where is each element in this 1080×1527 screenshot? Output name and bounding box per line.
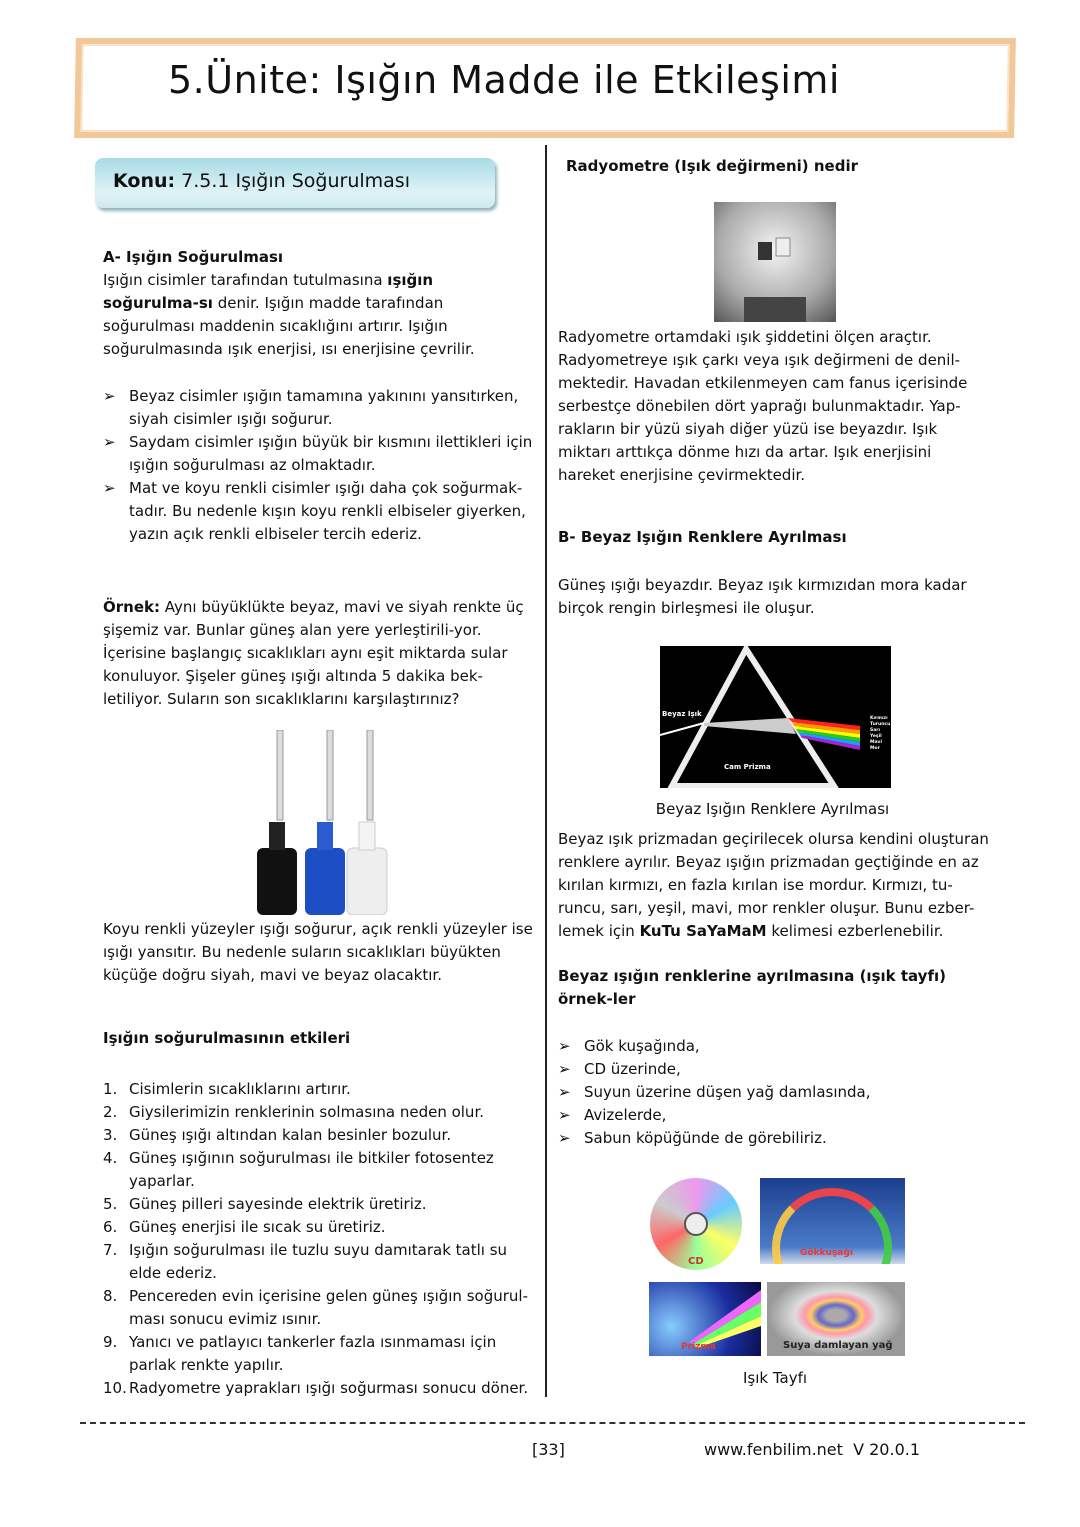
cd-image	[650, 1178, 742, 1270]
list-item	[103, 1124, 533, 1147]
radiometer-image	[714, 202, 836, 322]
item-text: Işığın soğurulması ile tuzlu suyu damıtarak tatlı su elde ederiz.	[129, 1241, 508, 1282]
list-item	[103, 1078, 533, 1101]
list-item: ➢ CD üzerinde,	[558, 1058, 988, 1081]
example	[103, 596, 531, 711]
topic-label: Konu:	[113, 170, 176, 192]
effects	[103, 1027, 533, 1400]
footer-divider	[80, 1422, 1025, 1424]
item-text: Güneş ışığı altından kalan besinler bozulur.	[129, 1126, 452, 1144]
item-text: Radyometre yaprakları ışığı soğurması sonucu döner.	[129, 1379, 529, 1397]
item-number: 9.	[103, 1333, 118, 1351]
spectrum-heading: Beyaz ışığın renklerine ayrılmasına (ışık tayfı) örnek-ler	[558, 967, 946, 1008]
section-a	[103, 246, 533, 546]
item-number: 4.	[103, 1149, 118, 1167]
color-label: Kırmızı	[870, 716, 888, 721]
effects-list	[103, 1078, 533, 1400]
section-a-bullets	[103, 385, 533, 546]
list-item	[103, 1331, 533, 1377]
list-item: ➢ Saydam cisimler ışığın büyük bir kısmını ilettikleri için ışığın soğurulması az olmaktadır.	[103, 431, 533, 477]
example-text: Aynı büyüklükte beyaz, mavi ve siyah renkte üç şişemiz var. Bunlar güneş alan yere yerleştirili-yor. İçerisine başlangıç sıcaklıkları aynı eşit miktarda sular konuluyor. Şişeler güneş ışığı altında 5 dakika bek-letiliyor. Suların son sıcaklıklarını karşılaştırınız?	[103, 598, 524, 708]
site-version: www.fenbilim.net V 20.0.1	[704, 1440, 921, 1459]
item-text: Güneş ışığının soğurulması ile bitkiler fotosentez yaparlar.	[129, 1149, 494, 1190]
mnemonic: KuTu SaYaMaM	[639, 922, 767, 940]
text: Beyaz ışık prizmadan geçirilecek olursa kendini oluşturan renklere ayrılır. Beyaz ışığın prizmadan geçtiğinde en az kırılan kırmızı, en fazla kırılan ise mordur. Kırmızı, tu-runcu, sarı, yeşil, mavi, mor renkler oluşur. Bunu ezber-lemek için	[558, 830, 989, 940]
item-text: Güneş pilleri sayesinde elektrik üretiriz.	[129, 1195, 427, 1213]
prism-photo-label: Prizma	[681, 1342, 716, 1352]
color-label: Mavi	[870, 740, 882, 745]
item-number: 2.	[103, 1103, 118, 1121]
item-number: 6.	[103, 1218, 118, 1236]
item-number: 5.	[103, 1195, 118, 1213]
page-title: 5.Ünite: Işığın Madde ile Etkileşimi	[168, 58, 840, 102]
list-item	[103, 1101, 533, 1124]
prism-image	[660, 646, 891, 788]
bottles-image	[255, 730, 395, 915]
example-label: Örnek:	[103, 598, 160, 616]
prism-caption: Beyaz Işığın Renklere Ayrılması	[655, 800, 890, 818]
section-b-heading: B- Beyaz Işığın Renklere Ayrılması	[558, 528, 847, 546]
rainbow-label: Gökkuşağı	[800, 1248, 853, 1258]
color-label: Sarı	[870, 728, 881, 733]
prism-photo	[649, 1282, 761, 1356]
item-text: Cisimlerin sıcaklıklarını artırır.	[129, 1080, 351, 1098]
item-number: 7.	[103, 1241, 118, 1259]
item-text: Yanıcı ve patlayıcı tankerler fazla ısınmaması için parlak renkte yapılır.	[129, 1333, 497, 1374]
item-text: Giysilerimizin renklerinin solmasına neden olur.	[129, 1103, 484, 1121]
radiometer-heading: Radyometre (Işık değirmeni) nedir	[566, 157, 858, 175]
color-labels	[870, 716, 890, 752]
color-label: Mor	[870, 746, 880, 751]
item-number: 1.	[103, 1080, 118, 1098]
list-item: ➢ Mat ve koyu renkli cisimler ışığı daha çok soğurmak-tadır. Bu nedenle kışın koyu renkli elbiseler giyerken, yazın açık renkli elbiseler tercih ederiz.	[103, 477, 533, 546]
list-item	[103, 1377, 533, 1400]
color-label: Turuncu	[870, 722, 891, 727]
color-label: Yeşil	[870, 734, 882, 739]
prism-in-label: Beyaz Işık	[662, 710, 702, 718]
radiometer-text: Radyometre ortamdaki ışık şiddetini ölçen araçtır. Radyometreye ışık çarkı veya ışık değirmeni de denil-mektedir. Havadan etkilenmeyen cam fanus içerisinde serbestçe dönebilen dört yaprağı bulunmaktadır. Yap-rakların bir yüzü siyah diğer yüzü ise beyazdır. Işık miktarı arttıkça dönme hızı da artar. Işık enerjisini hareket enerjisine çevirmektedir.	[558, 328, 968, 484]
list-item: ➢ Gök kuşağında,	[558, 1035, 988, 1058]
item-text: Güneş enerjisi ile sıcak su üretiriz.	[129, 1218, 386, 1236]
column-divider	[545, 145, 547, 1397]
item-number: 8.	[103, 1287, 118, 1305]
section-b-text: Güneş ışığı beyazdır. Beyaz ışık kırmızıdan mora kadar birçok rengin birleşmesi ile oluşur.	[558, 576, 967, 617]
section-b-paragraph	[558, 828, 993, 943]
oil-image	[767, 1282, 905, 1356]
section-a-paragraph	[103, 269, 533, 361]
section-a-heading: A- Işığın Soğurulması	[103, 248, 284, 266]
list-item	[103, 1216, 533, 1239]
effects-heading: Işığın soğurulmasının etkileri	[103, 1029, 351, 1047]
list-item	[103, 1239, 533, 1285]
spectrum-caption: Işık Tayfı	[742, 1369, 808, 1387]
item-number: 3.	[103, 1126, 118, 1144]
example-answer: Koyu renkli yüzeyler ışığı soğurur, açık renkli yüzeyler ise ışığı yansıtır. Bu nedenle suların sıcaklıkları büyükten küçüğe doğru siyah, mavi ve beyaz olacaktır.	[103, 920, 533, 984]
rainbow-image	[760, 1178, 905, 1264]
prism-label: Cam Prizma	[724, 763, 771, 771]
list-item: ➢ Suyun üzerine düşen yağ damlasında,	[558, 1081, 988, 1104]
list-item	[103, 1193, 533, 1216]
cd-label: CD	[688, 1256, 704, 1267]
spectrum-bullets	[558, 1035, 988, 1150]
list-item	[103, 1285, 533, 1331]
page-number: [33]	[532, 1440, 565, 1459]
text: kelimesi ezberlenebilir.	[766, 922, 944, 940]
text: Işığın cisimler tarafından tutulmasına	[103, 271, 388, 289]
list-item: ➢ Sabun köpüğünde de görebiliriz.	[558, 1127, 988, 1150]
list-item	[103, 1147, 533, 1193]
item-number: 10.	[103, 1379, 127, 1397]
item-text: Pencereden evin içerisine gelen güneş ışığın soğurul-ması sonucu evimiz ısınır.	[129, 1287, 528, 1328]
list-item: ➢ Beyaz cisimler ışığın tamamına yakınını yansıtırken, siyah cisimler ışığı soğurur.	[103, 385, 533, 431]
list-item: ➢ Avizelerde,	[558, 1104, 988, 1127]
term: ışığın soğurulma-sı	[103, 271, 434, 312]
topic-text: 7.5.1 Işığın Soğurulması	[181, 170, 410, 192]
text: denir. Işığın madde tarafından soğurulması maddenin sıcaklığını artırır. Işığın soğurulmasında ışık enerjisi, ısı enerjisine çevrilir.	[103, 294, 475, 358]
topic-box	[95, 158, 495, 208]
oil-label: Suya damlayan yağ	[783, 1340, 893, 1351]
